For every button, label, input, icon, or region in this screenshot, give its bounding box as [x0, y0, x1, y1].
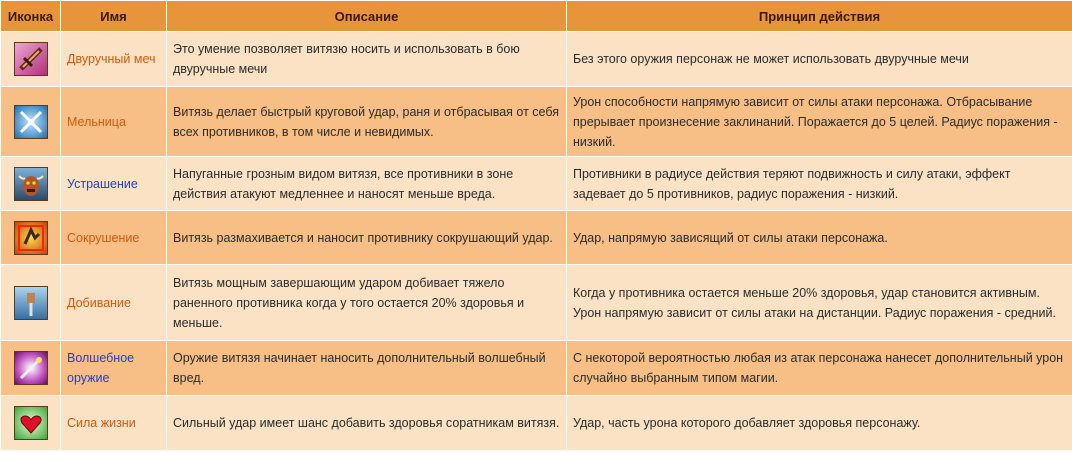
header-description: Описание — [167, 1, 567, 32]
skill-name: Двуручный меч — [67, 52, 156, 66]
skill-name: Устрашение — [67, 176, 138, 191]
skill-description: Сильный удар имеет шанс добавить здоровья соратникам витязя. — [167, 396, 567, 451]
skill-mechanics: С некоторой вероятностью любая из атак персонажа нанесет дополнительный урон случайно выбранным типом магии. — [567, 341, 1072, 396]
skill-description: Это умение позволяет витязю носить и использовать в бою двуручные мечи — [167, 32, 567, 87]
table-row — [1, 157, 1072, 211]
skill-description: Витязь мощным завершающим ударом добивает тяжело раненного противника когда у того остается 20% здоровья и меньше. — [167, 265, 567, 341]
skill-mechanics: Противники в радиусе действия теряют подвижность и силу атаки, эффект задевает до 5 противников, радиус поражения - низкий. — [567, 157, 1072, 211]
finishing-blow-icon — [14, 286, 48, 320]
two-handed-sword-icon — [14, 42, 48, 76]
skill-description: Оружие витязя начинает наносить дополнительный волшебный вред. — [167, 341, 567, 396]
table-row — [1, 87, 1072, 157]
skill-name: Волшебное оружие — [67, 351, 135, 385]
skill-description: Напуганные грозным видом витязя, все противники в зоне действия атакуют медленнее и наносят меньше вреда. — [167, 157, 567, 211]
table-row — [1, 211, 1072, 265]
table-row — [1, 396, 1072, 451]
table-header-row — [1, 1, 1072, 32]
skill-mechanics: Удар, напрямую зависящий от силы атаки персонажа. — [567, 211, 1072, 265]
skill-mechanics: Урон способности напрямую зависит от силы атаки персонажа. Отбрасывание прерывает произнесение заклинаний. Поражается до 5 целей. Радиус поражения - низкий. — [567, 87, 1072, 157]
skill-name: Добивание — [67, 295, 131, 310]
skill-name: Сокрушение — [67, 230, 140, 245]
skill-mechanics: Когда у противника остается меньше 20% здоровья, удар становится активным. Урон напрямую зависит от силы атаки на дистанции. Радиус поражения - средний. — [567, 265, 1072, 341]
magic-weapon-icon — [14, 351, 48, 385]
skill-mechanics: Без этого оружия персонаж не может использовать двуручные мечи — [567, 32, 1072, 87]
intimidation-icon — [14, 167, 48, 201]
header-name: Имя — [61, 1, 167, 32]
skill-name: Мельница — [67, 114, 126, 129]
skill-name: Сила жизни — [67, 416, 136, 430]
whirlwind-icon — [14, 105, 48, 139]
header-mechanics: Принцип действия — [567, 1, 1072, 32]
table-row — [1, 265, 1072, 341]
crushing-blow-icon — [14, 221, 48, 255]
skill-mechanics: Удар, часть урона которого добавляет здоровья персонажу. — [567, 396, 1072, 451]
table-row — [1, 32, 1072, 87]
skill-description: Витязь делает быстрый круговой удар, раня и отбрасывая от себя всех противников, в том числе и невидимых. — [167, 87, 567, 157]
table-row — [1, 341, 1072, 396]
skill-description: Витязь размахивается и наносит противнику сокрушающий удар. — [167, 211, 567, 265]
header-icon: Иконка — [1, 1, 61, 32]
heart-icon — [14, 406, 48, 440]
